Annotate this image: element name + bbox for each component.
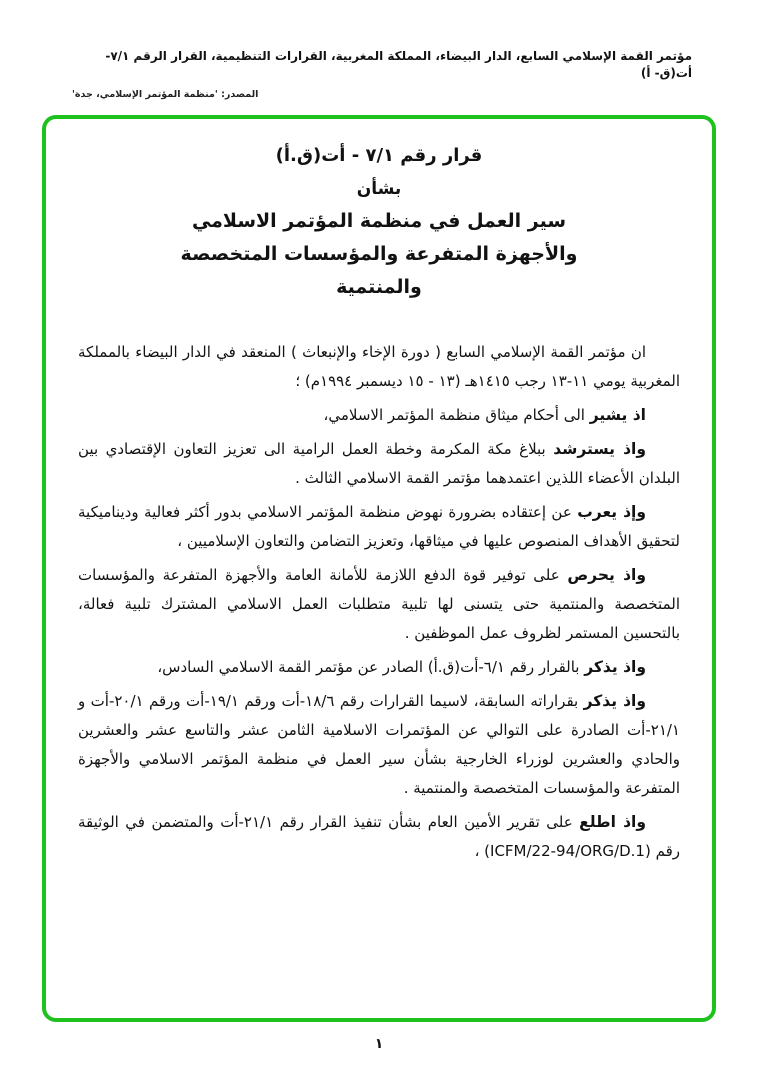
paragraph-lead: واذ يحرص	[567, 566, 646, 584]
paragraph-lead: وإذ يعرب	[577, 503, 646, 521]
paragraph-text: بقراراته السابقة، لاسيما القرارات رقم ١٨/٦-أت ورقم ١٩/١-أت ورقم ٢٠/١-أت و ٢١/١-أت الصادرة على التوالي عن المؤتمرات الاسلامية الثامن عشر والتاسع عشر والعشرين والحادي والعشرين لوزراء الخارجية بشأن سير العمل في منظمة المؤتمر الاسلامي والأجهزة المتفرعة والمؤسسات المتخصصة والمنتمية .	[78, 692, 680, 797]
paragraph-text: على تقرير الأمين العام بشأن تنفيذ القرار رقم ٢١/١-أت والمتضمن في الوثيقة رقم (ICFM/22-94/ORG/D.1) ،	[78, 813, 680, 860]
header-source: المصدر: 'منظمة المؤتمر الإسلامي، جدة'	[72, 88, 259, 100]
body-paragraph-intro	[78, 338, 680, 396]
body-paragraph	[78, 808, 680, 866]
document-header	[72, 48, 692, 100]
paragraph-lead: واذ يسترشد	[553, 440, 646, 458]
body-paragraph	[78, 653, 680, 682]
resolution-subject-word: بشأن	[356, 179, 402, 199]
paragraph-text: الى أحكام ميثاق منظمة المؤتمر الاسلامي،	[323, 406, 585, 424]
body-paragraph	[78, 687, 680, 803]
resolution-number: قرار رقم ٧/١ - أت(ق.أ)	[275, 145, 483, 166]
body-paragraph	[78, 401, 680, 430]
paragraph-text: عن إعتقاده بضرورة نهوض منظمة المؤتمر الاسلامي بدور أكثر فعالية وديناميكية لتحقيق الأهداف المنصوص عليها في ميثاقها، وتعزيز التضامن والتعاون الإسلاميين ،	[78, 503, 680, 550]
paragraph-lead: واذ اطلع	[579, 813, 646, 831]
resolution-title-line-3: والمنتمية	[336, 276, 422, 298]
paragraph-lead: واذ يذكر	[583, 692, 647, 710]
body-paragraph	[78, 498, 680, 556]
resolution-title-line-2: والأجهزة المتفرعة والمؤسسات المتخصصة	[180, 243, 578, 265]
paragraph-lead: اذ يشير	[589, 406, 646, 424]
body-paragraph	[78, 561, 680, 648]
page-number: ١	[374, 1036, 384, 1052]
resolution-title-line-1: سير العمل في منظمة المؤتمر الاسلامي	[191, 210, 567, 232]
paragraph-lead: واذ يذكر	[584, 658, 646, 676]
resolution-title-block	[78, 145, 680, 298]
paragraph-text: ببلاغ مكة المكرمة وخطة العمل الرامية الى تعزيز التعاون الإقتصادي بين البلدان الأعضاء اللذين اعتمدهما مؤتمر القمة الاسلامي الثالث .	[78, 440, 680, 487]
resolution-body	[78, 338, 680, 866]
resolution-frame	[42, 115, 716, 1022]
body-paragraph	[78, 435, 680, 493]
paragraph-text: ان مؤتمر القمة الإسلامي السابع ( دورة الإخاء والإنبعاث ) المنعقد في الدار البيضاء بالمملكة المغربية يومي ١١-١٣ رجب ١٤١٥هـ (١٣ - ١٥ ديسمبر ١٩٩٤م) ؛	[78, 343, 680, 390]
paragraph-text: على توفير قوة الدفع اللازمة للأمانة العامة والأجهزة المتفرعة والمؤسسات المتخصصة والمنتمية حتى يتسنى لها تلبية متطلبات العمل الاسلامي المشترك تلبية فعالة، بالتحسين المستمر لظروف عمل الموظفين .	[78, 566, 680, 642]
header-citation: مؤتمر القمة الإسلامي السابع، الدار البيضاء، المملكة المغربية، القرارات التنظيمية، القرار الرقم ٧/١- أت(ق- أ)	[105, 49, 692, 80]
paragraph-text: بالقرار رقم ٦/١-أت(ق.أ) الصادر عن مؤتمر القمة الاسلامي السادس،	[157, 658, 580, 676]
